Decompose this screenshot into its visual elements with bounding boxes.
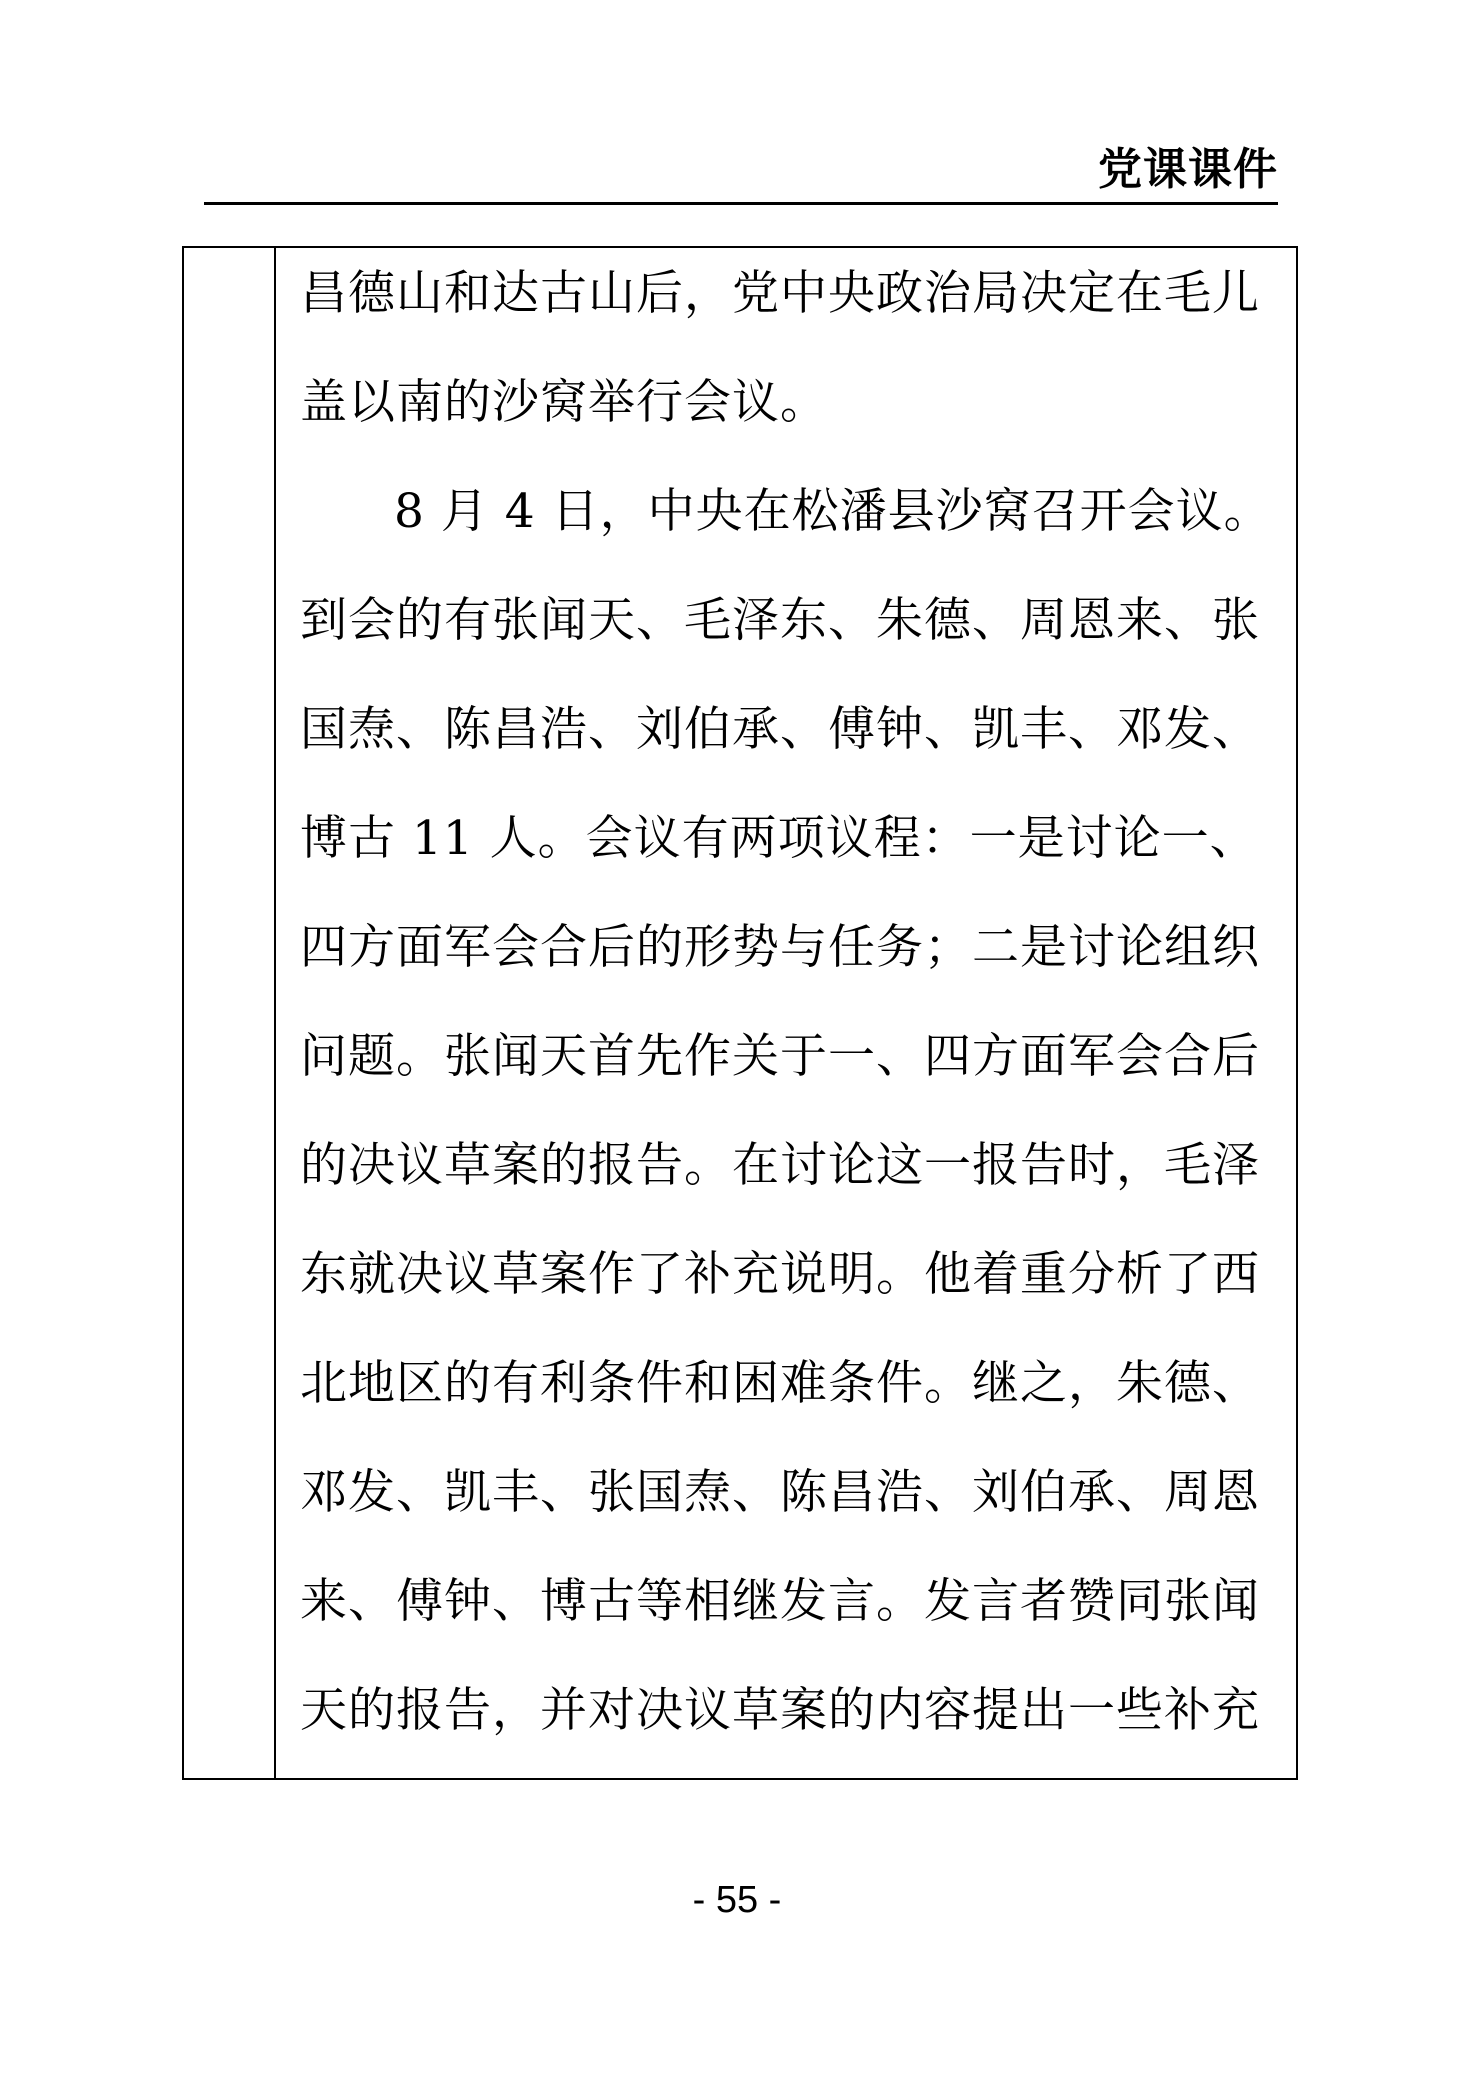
table-left-column: [184, 248, 276, 1778]
paragraph-line: 8 月 4 日，中央在松潘县沙窝召开会议。: [394, 484, 1272, 539]
document-header-title: 党课课件: [1098, 144, 1278, 195]
paragraph-line: 邓发、凯丰、张国焘、陈昌浩、刘伯承、周恩: [300, 1465, 1260, 1520]
paragraph-line: 天的报告，并对决议草案的内容提出一些补充: [300, 1683, 1260, 1738]
paragraph-line: 到会的有张闻天、毛泽东、朱德、周恩来、张: [300, 593, 1260, 648]
table-text-column: [276, 248, 1296, 1778]
paragraph-line: 的决议草案的报告。在讨论这一报告时，毛泽: [300, 1138, 1260, 1193]
paragraph-line: 昌德山和达古山后，党中央政治局决定在毛儿: [300, 266, 1260, 321]
paragraph-line: 来、傅钟、博古等相继发言。发言者赞同张闻: [300, 1574, 1260, 1629]
paragraph-line: 问题。张闻天首先作关于一、四方面军会合后: [300, 1029, 1260, 1084]
paragraph-line: 四方面军会合后的形势与任务；二是讨论组织: [300, 920, 1260, 975]
content-table: [182, 246, 1298, 1780]
header-divider: [204, 202, 1278, 205]
paragraph-line: 盖以南的沙窝举行会议。: [300, 375, 828, 430]
paragraph-line: 国焘、陈昌浩、刘伯承、傅钟、凯丰、邓发、: [300, 702, 1260, 757]
page-number: - 55 -: [692, 1879, 782, 1921]
paragraph-line: 博古 11 人。会议有两项议程：一是讨论一、: [300, 811, 1258, 866]
paragraph-line: 东就决议草案作了补充说明。他着重分析了西: [300, 1247, 1260, 1302]
paragraph-line: 北地区的有利条件和困难条件。继之，朱德、: [300, 1356, 1260, 1411]
